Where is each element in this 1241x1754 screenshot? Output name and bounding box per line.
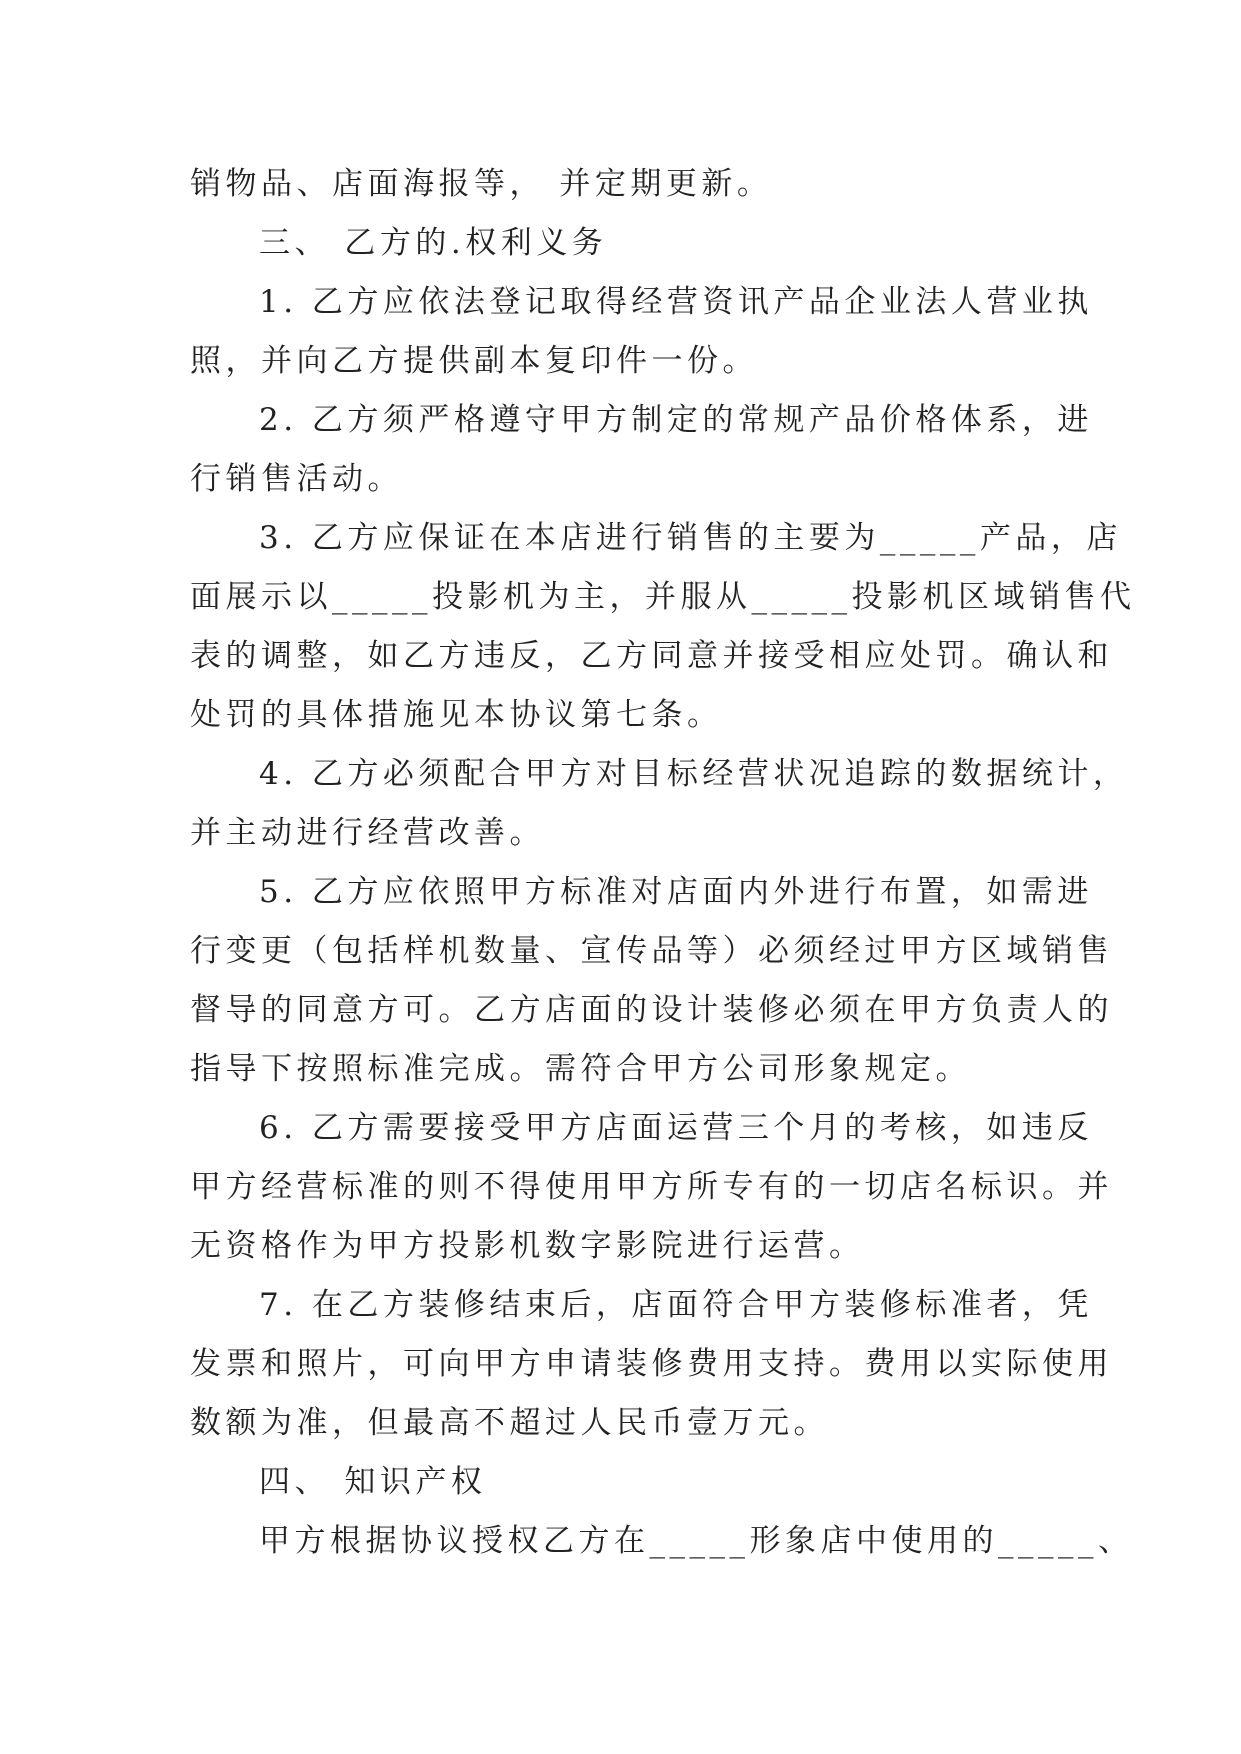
text-line: 无资格作为甲方投影机数字影院进行运营。 — [190, 1228, 865, 1264]
document-body — [190, 155, 1136, 1571]
text-line: 销物品、店面海报等， 并定期更新。 — [190, 166, 773, 202]
text-line: 1. 乙方应依法登记取得经营资讯产品企业法人营业执 — [259, 284, 1093, 320]
text-line: 照，并向乙方提供副本复印件一份。 — [190, 343, 758, 379]
text-line: 表的调整，如乙方违反，乙方同意并接受相应处罚。确认和 — [190, 638, 1113, 674]
text-line: 4. 乙方必须配合甲方对目标经营状况追踪的数据统计， — [259, 756, 1129, 792]
text-line: 2. 乙方须严格遵守甲方制定的常规产品价格体系，进 — [259, 402, 1093, 438]
section-heading: 四、 知识产权 — [259, 1464, 487, 1500]
text-line: 指导下按照标准完成。需符合甲方公司形象规定。 — [190, 1051, 971, 1087]
text-line: 甲方根据协议授权乙方在_____形象店中使用的_____、 — [259, 1523, 1134, 1559]
text-line: 行销售活动。 — [190, 461, 403, 497]
text-line: 5. 乙方应依照甲方标准对店面内外进行布置，如需进 — [259, 874, 1093, 910]
text-line: 处罚的具体措施见本协议第七条。 — [190, 697, 723, 733]
section-heading: 三、 乙方的.权利义务 — [259, 225, 608, 261]
text-line: 3. 乙方应保证在本店进行销售的主要为_____产品，店 — [259, 520, 1122, 556]
text-line: 行变更（包括样机数量、宣传品等）必须经过甲方区域销售 — [190, 933, 1113, 969]
text-line: 并主动进行经营改善。 — [190, 815, 545, 851]
text-line: 6. 乙方需要接受甲方店面运营三个月的考核，如违反 — [259, 1110, 1093, 1146]
text-line: 面展示以_____投影机为主，并服从_____投影机区域销售代 — [190, 579, 1136, 615]
text-line: 7. 在乙方装修结束后，店面符合甲方装修标准者，凭 — [259, 1287, 1093, 1323]
text-line: 发票和照片，可向甲方申请装修费用支持。费用以实际使用 — [190, 1346, 1113, 1382]
text-line: 督导的同意方可。乙方店面的设计装修必须在甲方负责人的 — [190, 992, 1113, 1028]
text-line: 数额为准，但最高不超过人民币壹万元。 — [190, 1405, 829, 1441]
text-line: 甲方经营标准的则不得使用甲方所专有的一切店名标识。并 — [190, 1169, 1113, 1205]
